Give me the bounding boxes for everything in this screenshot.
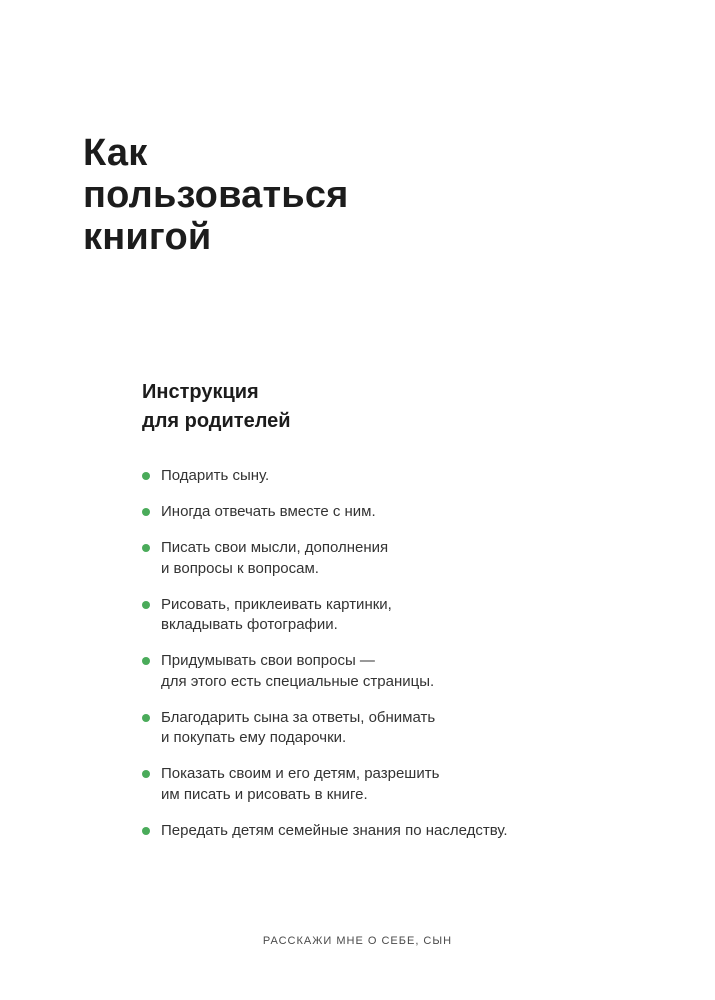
list-item-line: и покупать ему подарочки. <box>161 729 347 746</box>
list-item-line: им писать и рисовать в книге. <box>161 785 368 803</box>
list-item <box>142 651 662 692</box>
list-item <box>142 764 662 805</box>
list-item-line: Рисовать, приклеивать картинки, <box>161 595 392 613</box>
list-item-line: Показать своим и его детям, разрешить <box>161 765 440 782</box>
bullet-dot-icon <box>142 508 150 516</box>
parent-instructions-section <box>142 378 662 857</box>
list-item-line: Подарить сыну. <box>161 467 270 484</box>
bullet-dot-icon <box>142 714 150 722</box>
list-item <box>142 708 662 749</box>
list-item-line: Писать свои мысли, дополнения <box>161 539 389 556</box>
list-item <box>142 466 662 487</box>
bullet-dot-icon <box>142 544 150 552</box>
list-item-text <box>161 595 662 636</box>
list-item-line: Иногда отвечать вместе с ним. <box>161 503 376 520</box>
list-item-text <box>161 502 662 523</box>
bullet-dot-icon <box>142 657 150 665</box>
section-title <box>142 378 662 436</box>
bullet-dot-icon <box>142 472 150 480</box>
list-item-text <box>161 651 662 692</box>
running-footer: РАССКАЖИ МНЕ О СЕБЕ, СЫН <box>262 935 453 947</box>
list-item-text <box>161 466 662 487</box>
list-item-line: для этого есть специальные страницы. <box>161 672 435 690</box>
instruction-list <box>142 466 662 841</box>
list-item-text <box>161 538 662 579</box>
list-item-text <box>161 708 662 749</box>
page-title-line: пользоваться <box>83 174 349 216</box>
page-title-line: книгой <box>83 216 212 258</box>
bullet-dot-icon <box>142 770 150 778</box>
list-item-line: вкладывать фотографии. <box>161 616 338 633</box>
list-item <box>142 538 662 579</box>
list-item-text <box>161 821 662 842</box>
list-item <box>142 502 662 523</box>
list-item <box>142 595 662 636</box>
list-item-line: Придумывать свои вопросы — <box>161 652 375 669</box>
list-item-line: и вопросы к вопросам. <box>161 559 319 577</box>
page-title <box>83 132 643 258</box>
bullet-dot-icon <box>142 601 150 609</box>
bullet-dot-icon <box>142 827 150 835</box>
list-item-line: Благодарить сына за ответы, обнимать <box>161 708 436 726</box>
section-title-line: Инструкция <box>142 381 259 403</box>
list-item <box>142 821 662 842</box>
list-item-text <box>161 764 662 805</box>
page-title-line: Как <box>83 132 148 174</box>
list-item-line: Передать детям семейные знания по наследству. <box>161 821 508 839</box>
section-title-line: для родителей <box>142 410 291 432</box>
